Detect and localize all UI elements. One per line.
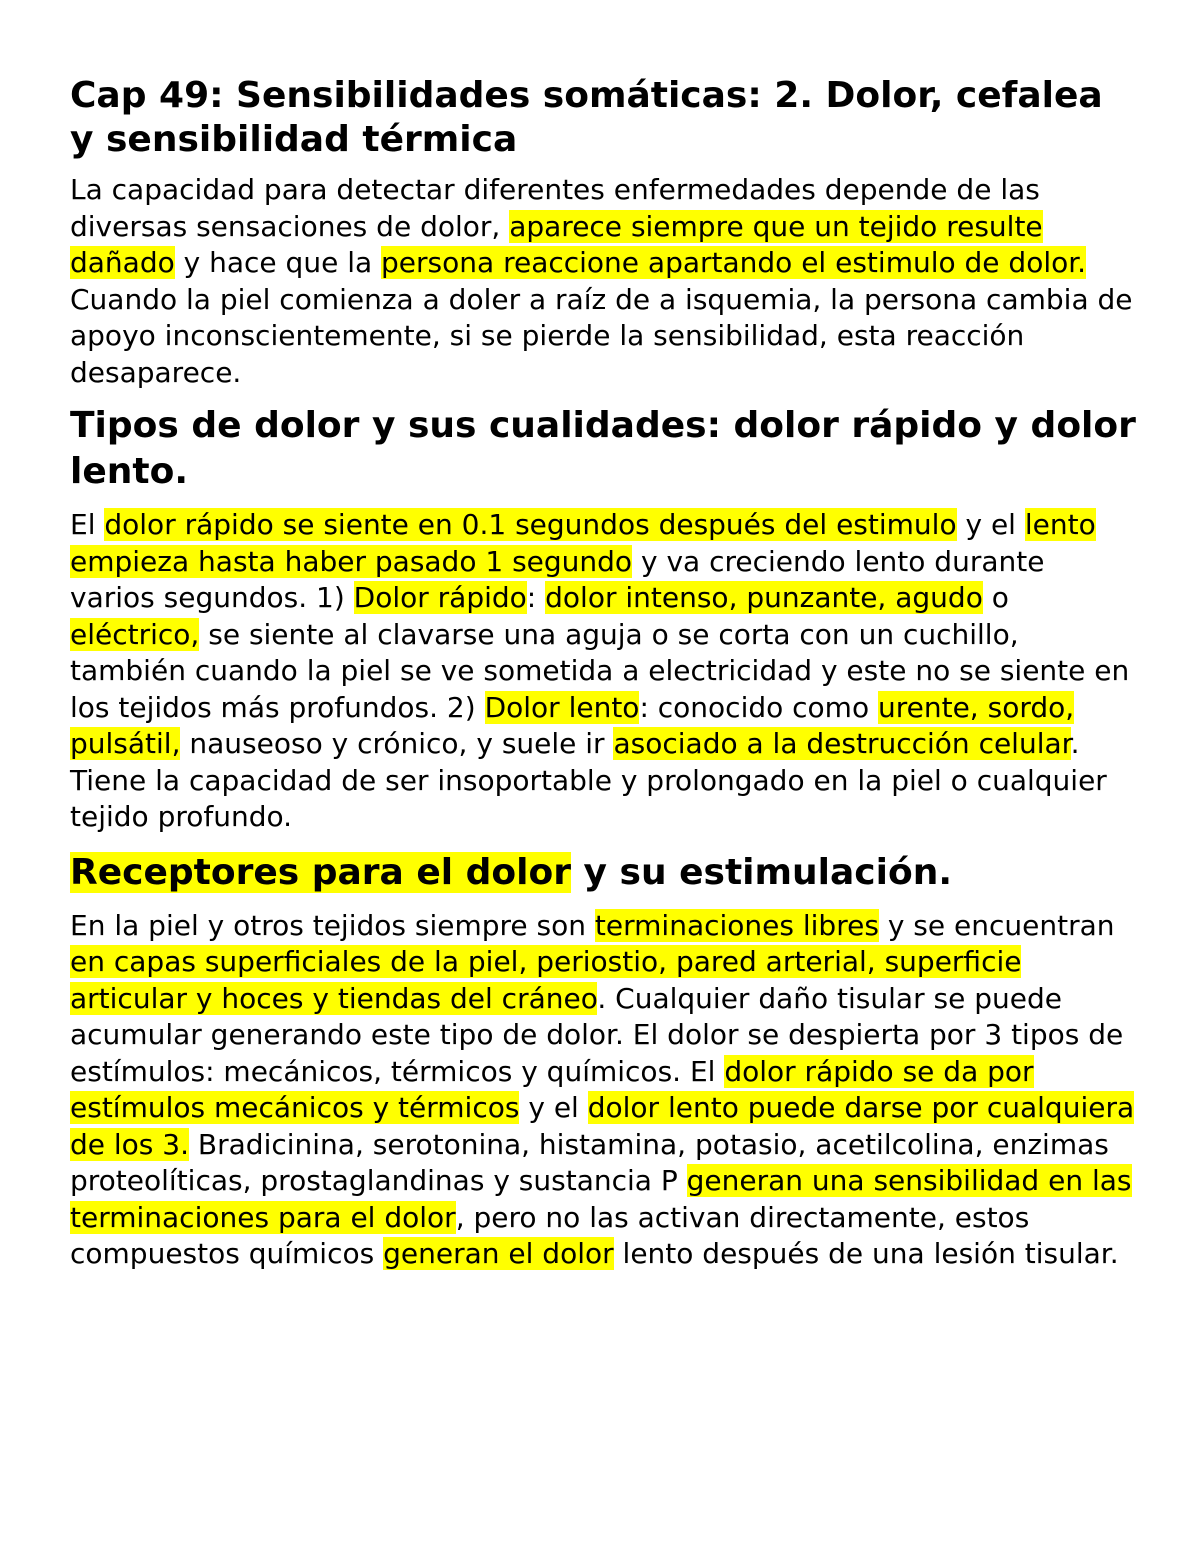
section-heading-tipos: Tipos de dolor y sus cualidades: dolor rápido y dolor lento. bbox=[70, 405, 1136, 492]
document-page bbox=[70, 74, 1136, 1273]
highlighted-text: dolor rápido se siente en 0.1 segundos después del estimulo bbox=[104, 508, 957, 541]
highlighted-text: terminaciones libres bbox=[594, 908, 879, 942]
text-run: . Tiene la capacidad de ser insoportable y prolongado en la piel o cualquier tejido profundo. bbox=[70, 727, 1107, 833]
highlighted-text: en capas superficiales de la piel, periostio, pared arterial, superficie articular y hoces y tiendas del cráneo bbox=[70, 945, 1022, 1015]
highlighted-text: generan el dolor bbox=[383, 1237, 614, 1270]
text-run: Bradicinina, serotonina, histamina, potasio, acetilcolina, enzimas proteolíticas, prostaglandinas y sustancia P bbox=[70, 1127, 1109, 1197]
text-run: y el bbox=[956, 508, 1025, 541]
text-run: La capacidad para detectar diferentes enfermedades depende de las diversas sensaciones de dolor, bbox=[70, 173, 1040, 243]
text-run: . Cualquier daño tisular se puede acumular generando este tipo de dolor. El dolor se despierta por 3 tipos de estímulos: mecánicos, térmicos y químicos. El bbox=[70, 981, 1124, 1088]
highlighted-text: asociado a la destrucción celular bbox=[613, 727, 1071, 760]
highlighted-heading-text: Receptores para el dolor bbox=[70, 851, 571, 893]
text-run: y hace que la bbox=[174, 246, 382, 279]
text-run: Cuando la piel comienza a doler a raíz de a isquemia, la persona cambia de apoyo inconscientemente, si se pierde la sensibilidad, esta reacción desaparece. bbox=[70, 282, 1133, 389]
highlighted-text: Dolor rápido bbox=[353, 581, 527, 614]
text-run: y se encuentran bbox=[878, 908, 1115, 942]
text-run: o bbox=[982, 581, 1009, 614]
heading-text-run: y su estimulación. bbox=[571, 851, 953, 893]
highlighted-text: persona reaccione apartando el estimulo de dolor. bbox=[381, 246, 1087, 279]
highlighted-text: lento empieza hasta haber pasado 1 segundo bbox=[70, 508, 1096, 578]
text-run: , pero no las activan directamente, estos compuestos químicos bbox=[70, 1200, 1030, 1270]
highlighted-text: dolor intenso, punzante, agudo bbox=[545, 581, 983, 614]
highlighted-text: generan una sensibilidad en las terminaciones para el dolor bbox=[70, 1164, 1132, 1234]
text-run: y va creciendo lento durante varios segundos. 1) bbox=[70, 544, 1045, 614]
tipos-paragraph bbox=[70, 507, 1136, 836]
text-run: : conocido como bbox=[639, 690, 878, 724]
highlighted-text: eléctrico, bbox=[70, 617, 200, 651]
text-run: nauseoso y crónico, y suele ir bbox=[180, 727, 614, 760]
highlighted-text: Dolor lento bbox=[484, 690, 640, 724]
text-run: lento después de una lesión tisular. bbox=[613, 1237, 1119, 1270]
highlighted-text: dolor lento puede darse por cualquiera de los 3. bbox=[70, 1091, 1135, 1161]
intro-paragraph bbox=[70, 172, 1136, 391]
page-title: Cap 49: Sensibilidades somáticas: 2. Dolor, cefalea y sensibilidad térmica bbox=[70, 75, 1103, 160]
highlighted-text: urente, sordo, pulsátil, bbox=[70, 690, 1075, 760]
text-run: En la piel y otros tejidos siempre son bbox=[70, 908, 595, 942]
text-run: se siente al clavarse una aguja o se corta con un cuchillo, también cuando la piel se ve sometida a electricidad y este no se siente en los tejidos más profundos. 2) bbox=[70, 617, 1130, 724]
text-run: El bbox=[70, 508, 105, 541]
highlighted-text: dolor rápido se da por estímulos mecánicos y térmicos bbox=[70, 1054, 1034, 1124]
highlighted-text: aparece siempre que un tejido resulte dañado bbox=[70, 209, 1043, 279]
text-run: y el bbox=[519, 1091, 588, 1124]
text-run: : bbox=[526, 581, 546, 614]
section-heading-receptores bbox=[70, 850, 1136, 896]
receptores-paragraph bbox=[70, 908, 1136, 1273]
